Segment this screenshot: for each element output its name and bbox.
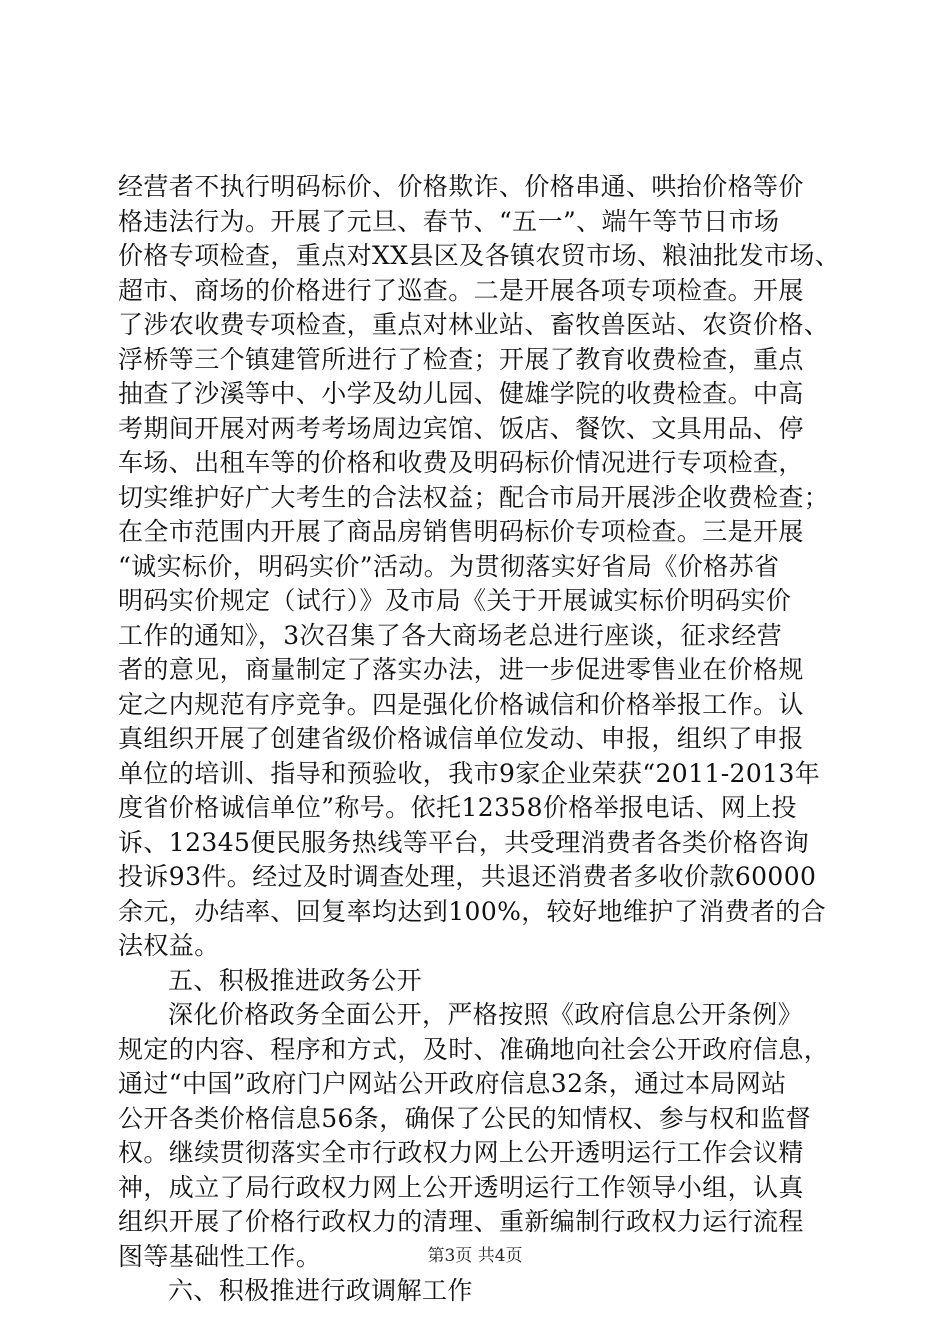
text-line: 格违法行为。开展了元旦、春节、“五一”、端午等节日市场: [118, 206, 780, 236]
text-line: 价格专项检查，重点对XX县区及各镇农贸市场、粮油批发市场、: [118, 241, 841, 270]
text-line: 组织开展了价格行政权力的清理、重新编制行政权力运行流程: [118, 1207, 804, 1236]
text-line: 度省价格诚信单位”称号。依托12358价格举报电话、网上投: [118, 793, 797, 822]
text-line: 余元，办结率、回复率均达到100%，较好地维护了消费者的合: [118, 896, 827, 926]
text-line: 抽查了沙溪等中、小学及幼儿园、健雄学院的收费检查。中高: [118, 379, 804, 408]
text-line: 超市、商场的价格进行了巡查。二是开展各项专项检查。开展: [118, 275, 804, 305]
text-line: 公开各类价格信息56条，确保了公民的知情权、参与权和监督: [118, 1103, 812, 1133]
page-footer: 第3页 共4页: [427, 1246, 523, 1266]
text-line: 真组织开展了创建省级价格诚信单位发动、申报，组织了申报: [118, 724, 804, 753]
text-line: 图等基础性工作。: [118, 1241, 322, 1271]
section-heading-5: 五、积极推进政务公开: [168, 965, 423, 995]
text-line: 了涉农收费专项检查，重点对林业站、畜牧兽医站、农资价格、: [118, 310, 830, 339]
text-line: 深化价格政务全面公开，严格按照《政府信息公开条例》: [168, 1000, 804, 1029]
text-line: 定之内规范有序竞争。四是强化价格诚信和价格举报工作。认: [118, 689, 804, 719]
text-line: 法权益。: [118, 931, 220, 960]
text-line: 单位的培训、指导和预验收，我市9家企业荣获“2011-2013年: [118, 758, 821, 788]
text-line: 经营者不执行明码标价、价格欺诈、价格串通、哄抬价格等价: [118, 172, 804, 201]
text-line: 在全市范围内开展了商品房销售明码标价专项检查。三是开展: [118, 517, 804, 546]
text-line: 明码实价规定（试行）》及市局《关于开展诚实标价明码实价: [118, 586, 792, 615]
text-line: 神，成立了局行政权力网上公开透明运行工作领导小组，认真: [118, 1172, 804, 1202]
body-text: [118, 170, 841, 1309]
text-line: 投诉93件。经过及时调查处理，共退还消费者多收价款60000: [118, 862, 817, 891]
text-line: 工作的通知》，3次召集了各大商场老总进行座谈，征求经营: [118, 620, 783, 650]
text-line: 浮桥等三个镇建管所进行了检查；开展了教育收费检查，重点: [118, 344, 804, 374]
text-line: 车场、出租车等的价格和收费及明码标价情况进行专项检查，: [118, 448, 804, 477]
text-line: 通过“中国”政府门户网站公开政府信息32条，通过本局网站: [118, 1069, 787, 1098]
text-line: 诉、12345便民服务热线等平台，共受理消费者各类价格咨询: [118, 827, 810, 857]
text-line: 规定的内容、程序和方式，及时、准确地向社会公开政府信息，: [118, 1034, 830, 1064]
section-heading-6: 六、积极推进行政调解工作: [168, 1276, 473, 1305]
text-line: 切实维护好广大考生的合法权益；配合市局开展涉企收费检查；: [118, 482, 830, 512]
text-line: 权。继续贯彻落实全市行政权力网上公开透明运行工作会议精: [118, 1138, 804, 1167]
text-line: “诚实标价，明码实价”活动。为贯彻落实好省局《价格苏省: [118, 551, 780, 581]
text-line: 者的意见，商量制定了落实办法，进一步促进零售业在价格规: [118, 655, 804, 684]
text-line: 考期间开展对两考考场周边宾馆、饭店、餐饮、文具用品、停: [118, 413, 804, 443]
